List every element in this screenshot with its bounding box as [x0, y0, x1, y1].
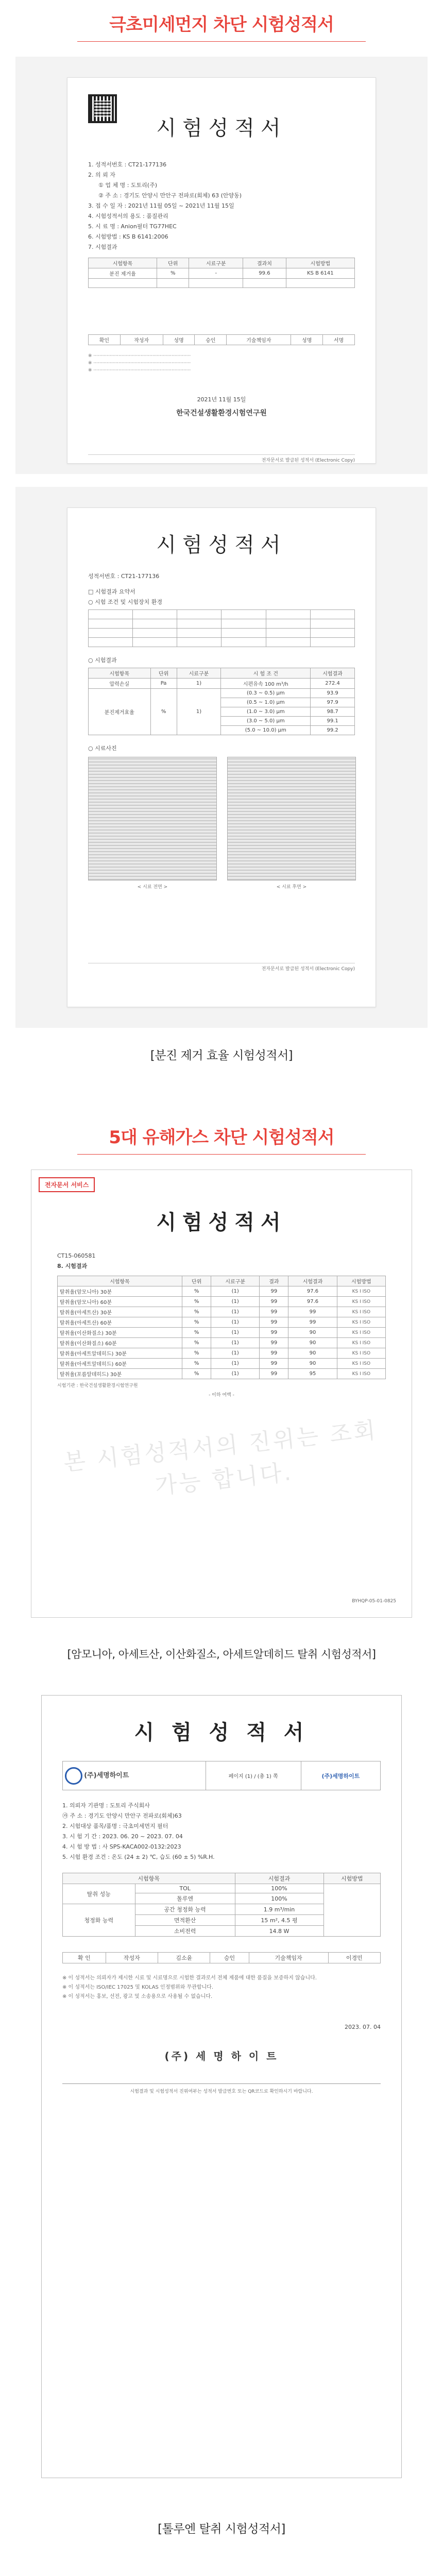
caption-dust: [분진 제거 효율 시험성적서]: [150, 1049, 293, 1062]
table-header: 시험결과: [235, 1873, 323, 1884]
table-header: 시험결과: [311, 668, 355, 679]
condition-table: [88, 609, 355, 647]
company-name: (주)세명하이트: [84, 1771, 129, 1780]
table-cell: Pa: [150, 679, 177, 689]
table-cell: 압력손실: [89, 679, 151, 689]
table-header: 시험항목: [63, 1873, 235, 1884]
report-sheet-2: 시험성적서 성적서번호 : CT21-177136 □ 시험결과 요약서 ○ 시험 조건 및 시험장치 환경 ○ 시험결과 시험항목 단위 시료구분 시 험 조 건 시험결과 압력손실 Pa 1) 시편유속 100 m³/h 272.4 분진제거효율 % 1) (0.3 ~ 0.5) μm 93.9 (0.5 ~ 1.0) μm 97.9 (1.0 ~ 3.0) μm 98.7 (3.0 ~ 5.0) μm 99.1 (5.0 ~ 10.0) μm 99.2 ○ 시료사진 < 시료 전면 > < 시료 후면 > 전자문서로 발급된 성적서 (Electronic Copy): [67, 507, 376, 1007]
confirm-cell: 승인: [210, 1953, 249, 1963]
photo-caption: < 시료 후면 >: [276, 885, 307, 890]
report-sheet-4: [41, 1695, 402, 2478]
table-cell: 시편유속 100 m³/h: [221, 679, 311, 689]
table-header: 시료구분: [211, 1276, 260, 1286]
date-received: 3. 접 수 일 자 : 2021년 11월 05일 ~ 2021년 11월 15일: [88, 202, 234, 209]
table-cell: (5.0 ~ 10.0) μm: [221, 726, 311, 735]
table-row: 청정화 능력 공간 청정화 능력 1.9 m³/min: [63, 1904, 381, 1915]
table-header: 시험항목: [58, 1276, 182, 1286]
info-line: 1. 의뢰자 기관명 : 도토리 주식회사: [62, 1802, 150, 1809]
filter-front-photo: [88, 757, 217, 880]
table-cell: (0.5 ~ 1.0) μm: [221, 698, 311, 707]
report-header-table: [62, 1761, 381, 1790]
electronic-copy-note: 전자문서로 발급된 성적서 (Electronic Copy): [88, 454, 355, 464]
confirm-cell: 이경민: [328, 1953, 380, 1963]
table-row: 탈취율(암모니아) 30분 % (1) 99 97.6 KS I ISO: [58, 1286, 386, 1297]
table-cell: (1.0 ~ 3.0) μm: [221, 707, 311, 717]
table-row: 탈취율(아세트산) 60분 % (1) 99 99 KS I ISO: [58, 1317, 386, 1328]
table-cell: %: [157, 268, 189, 279]
verification-watermark: 본 시험성적서의 진위는 조회 가능 합니다.: [62, 1417, 379, 1500]
company-logo-text: (주)세명하이트: [321, 1772, 360, 1780]
section-heading-gas: [0, 1123, 443, 1148]
test-method: 6. 시험방법 : KS B 6141:2006: [88, 233, 168, 240]
issuing-org: 한국건설생활환경시험연구원: [176, 409, 267, 417]
notice-line: ※ 이 성적서는 의뢰자가 제시한 시료 및 시료명으로 시험한 결과로서 전체 제품에 대한 품질을 보증하지 않습니다.: [62, 1975, 317, 1981]
table-row: 탈취 성능 TOL 100%: [63, 1884, 381, 1893]
confirm-cell: 성명: [163, 335, 195, 345]
sample-photos: [88, 757, 355, 901]
info-line: 4. 시 험 방 법 : 사 SPS-KACA002-0132:2023: [62, 1843, 181, 1850]
table-header: 시료구분: [189, 258, 243, 268]
info-line: ㉮ 주 소 : 경기도 안양시 만안구 전파로(회체)63: [62, 1812, 182, 1819]
document-code: BYHQP-05-01-0825: [352, 1599, 396, 1604]
table-cell: KS B 6141: [286, 268, 354, 279]
e-document-badge: 전자문서 서비스: [39, 1177, 95, 1192]
results-table: [88, 668, 355, 735]
section-heading-dust: [0, 10, 443, 36]
section-title: 극초미세먼지 차단 시험성적서: [109, 14, 334, 35]
company-logo-icon: [65, 1767, 82, 1785]
table-header: 단위: [182, 1276, 211, 1286]
table-cell: 272.4: [311, 679, 355, 689]
table-header: 단위: [150, 668, 177, 679]
notice-line: ※ 이 성적서는 ISO/IEC 17025 및 KOLAS 인정범위와 무관합니다.: [62, 1985, 214, 1990]
results-label: 8. 시험결과: [57, 1263, 88, 1269]
table-header: 단위: [157, 258, 189, 268]
confirm-cell: 확 인: [63, 1953, 106, 1963]
confirm-cell: 작성자: [120, 335, 163, 345]
report-sheet-1: 시험성적서 1. 성적서번호 : CT21-177136 2. 의 뢰 자 ① 업 체 명 : 도토리(주) ② 주 소 : 경기도 안양시 만안구 전파로(회체) 63 (안양동) 3. 접 수 일 자 : 2021년 11월 05일 ~ 2021년 11월 15일 4. 시험성적서의 용도 : 품질관리 5. 시 료 명 : Anion필터 TG77HEC 6. 시험방법 : KS B 6141:2006 7. 시험결과 시험항목 단위 시료구분 결과치 시험방법 분진 제거율 % - 99.6 KS B 6141 확인 작성자 성명 승인 기술책임자 성명 서명 ※ ·································································· ※ ·································································· ※ ·································································· 2021년 11월 15일 한국건설생활환경시험연구원 전자문서로 발급된 성적서 (Electronic Copy): [67, 77, 376, 464]
table-row: 소비전력 14.8 W: [63, 1926, 381, 1937]
results-table: [88, 258, 355, 288]
table-cell: 1): [177, 689, 221, 735]
table-row: 탈취율(암모니아) 60분 % (1) 99 97.6 KS I ISO: [58, 1297, 386, 1307]
table-cell: 97.9: [311, 698, 355, 707]
table-row: 탈취율(아세트알데히드) 30분 % (1) 99 90 KS I ISO: [58, 1348, 386, 1359]
confirm-cell: 작성자: [106, 1953, 158, 1963]
table-row: [89, 689, 355, 698]
confirm-cell: 서명: [323, 335, 355, 345]
caption-toluene: [톨루엔 탈취 시험성적서]: [158, 2522, 285, 2536]
report-panel-1: [15, 57, 428, 474]
confirm-cell: 김소윤: [158, 1953, 210, 1963]
photo-caption: < 시료 전면 >: [137, 885, 168, 890]
table-cell: (3.0 ~ 5.0) μm: [221, 717, 311, 726]
verification-note: 시험결과 및 시험성적서 진위여부는 성적서 발급번호 또는 QR코드로 확인하시기 바랍니다.: [62, 2083, 381, 2095]
table-header: 시료구분: [177, 668, 221, 679]
table-row: 톨루엔 100%: [63, 1893, 381, 1904]
table-header: 시험방법: [323, 1873, 380, 1884]
info-line: 3. 시 험 기 간 : 2023. 06. 20 ~ 2023. 07. 04: [62, 1833, 183, 1840]
table-row: [89, 679, 355, 689]
toluene-results-table: [62, 1873, 381, 1937]
report-purpose: 4. 시험성적서의 용도 : 품질관리: [88, 213, 168, 219]
end-of-table: - 이하 여백 -: [209, 1393, 234, 1398]
table-cell: 99.6: [243, 268, 286, 279]
report-date: 2023. 07. 04: [345, 2024, 381, 2030]
table-cell: 99.1: [311, 717, 355, 726]
confirm-table: [88, 334, 355, 345]
report-date: 2021년 11월 15일: [197, 396, 246, 403]
sample-name: 5. 시 료 명 : Anion필터 TG77HEC: [88, 223, 177, 230]
table-cell: (0.3 ~ 0.5) μm: [221, 689, 311, 698]
caption-gas: [암모니아, 아세트산, 이산화질소, 아세트알데히드 탈취 시험성적서]: [67, 1648, 376, 1660]
table-cell: 99.2: [311, 726, 355, 735]
table-row: 면적환산 15 m², 4.5 평: [63, 1915, 381, 1926]
confirm-table: [62, 1952, 381, 1963]
table-row: 탈취율(이산화질소) 30분 % (1) 99 90 KS I ISO: [58, 1328, 386, 1338]
table-header: 시험항목: [89, 258, 157, 268]
info-line: 5. 시험 환경 조건 : 온도 (24 ± 2) ℃, 습도 (60 ± 5) %R.H.: [62, 1854, 215, 1860]
table-header: 시험항목: [89, 668, 151, 679]
notice-line: ※ 이 성적서는 홍보, 선전, 광고 및 소송용으로 사용될 수 없습니다.: [62, 1994, 213, 1999]
info-line: 2. 시험대상 품목/품명 : 극초미세먼지 필터: [62, 1823, 168, 1829]
photo-label: ○ 시료사진: [88, 745, 117, 752]
table-cell: 분진제거효율: [89, 689, 151, 735]
table-header: 결과: [260, 1276, 288, 1286]
gas-results-table: [57, 1276, 386, 1379]
report-title: 시 험 성 적 서: [134, 1720, 309, 1744]
table-cell: 98.7: [311, 707, 355, 717]
company-name: ① 업 체 명 : 도토리(주): [98, 182, 158, 189]
report-sheet-3: [31, 1170, 412, 1618]
table-cell: -: [189, 268, 243, 279]
results-label: 7. 시험결과: [88, 244, 117, 250]
section-title: 5대 유해가스 차단 시험성적서: [109, 1127, 334, 1148]
confirm-cell: 기술책임자: [227, 335, 291, 345]
table-cell: 1): [177, 679, 221, 689]
report-number: 1. 성적서번호 : CT21-177136: [88, 161, 167, 168]
confirm-cell: 승인: [195, 335, 227, 345]
table-cell: 93.9: [311, 689, 355, 698]
qr-code-icon: [88, 94, 117, 123]
table-header: 시험방법: [337, 1276, 385, 1286]
report-panel-2: [15, 487, 428, 1028]
divider: [77, 41, 366, 42]
table-header: 시 험 조 건: [221, 668, 311, 679]
condition-label: ○ 시험 조건 및 시험장치 환경: [88, 599, 162, 605]
page-count: 페이지 (1) / (총 1) 쪽: [206, 1761, 301, 1790]
filter-back-photo: [227, 757, 356, 880]
result-summary-label: □ 시험결과 요약서: [88, 588, 135, 595]
confirm-cell: 확인: [89, 335, 121, 345]
table-cell: %: [150, 689, 177, 735]
table-row: 탈취율(아세트알데히드) 60분 % (1) 99 90 KS I ISO: [58, 1359, 386, 1369]
table-row: 탈취율(아세트산) 30분 % (1) 99 99 KS I ISO: [58, 1307, 386, 1317]
table-header: 시험방법: [286, 258, 354, 268]
confirm-cell: 성명: [291, 335, 323, 345]
table-note: 시험기관 : 한국건설생활환경시험연구원: [57, 1383, 138, 1388]
confirm-cell: 기술책임자: [249, 1953, 328, 1963]
table-header: 시험결과: [288, 1276, 337, 1286]
table-row: 탈취율(이산화질소) 60분 % (1) 99 90 KS I ISO: [58, 1338, 386, 1348]
report-title: 시험성적서: [156, 1210, 287, 1234]
electronic-copy-note: 전자문서로 발급된 성적서 (Electronic Copy): [88, 963, 355, 973]
table-cell: 분진 제거율: [89, 268, 157, 279]
issuer-signature: (주) 세 명 하 이 트: [164, 2050, 279, 2062]
company-address: ② 주 소 : 경기도 안양시 만안구 전파로(회체) 63 (안양동): [98, 192, 242, 199]
table-header: 결과치: [243, 258, 286, 268]
report-number: 성적서번호 : CT21-177136: [88, 573, 160, 580]
report-title: 시험성적서: [156, 533, 287, 557]
table-row: 탈취율(포름알데히드) 30분 % (1) 99 95 KS I ISO: [58, 1369, 386, 1379]
report-number: CT15-060581: [57, 1252, 96, 1259]
applicant-label: 2. 의 뢰 자: [88, 172, 115, 178]
divider: [77, 1154, 366, 1155]
report-title: 시험성적서: [156, 116, 287, 140]
